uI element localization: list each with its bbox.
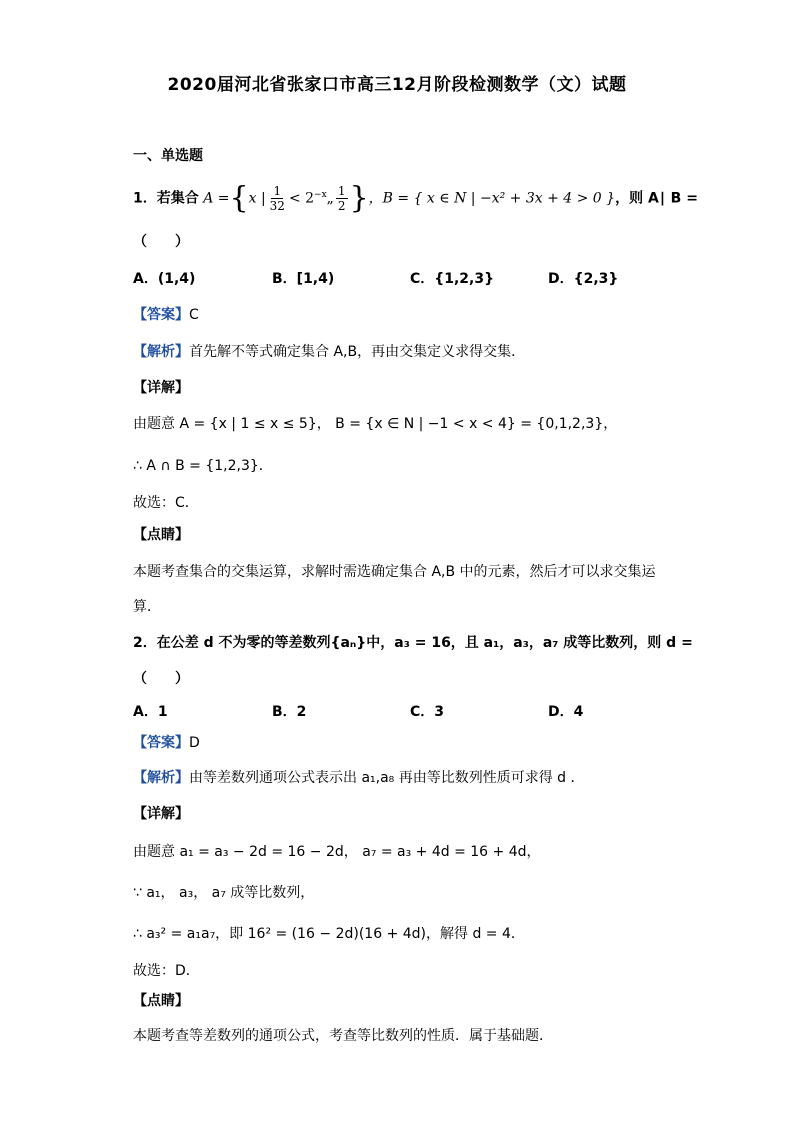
q1-option-d[interactable]: D．{2,3}: [548, 271, 619, 287]
question-1-stem: [133, 180, 698, 214]
q1-exponent: −x: [314, 190, 327, 200]
question-2-stem: 2．在公差 d 不为零的等差数列{aₙ}中，a₃ = 16，且 a₁，a₃，a₇ 成等比数列，则 d =: [133, 635, 693, 651]
q2-detail-line-4: 故选：D．: [133, 963, 200, 979]
q1-set-b: ，B = { x ∈ N | −x² + 3x + 4 > 0 }: [368, 190, 616, 207]
right-brace: }: [349, 180, 369, 216]
q2-detail-line-3: ∴ a₃² = a₁a₇，即 16² = (16 − 2d)(16 + 4d)，解得 d = 4．: [133, 926, 525, 942]
q1-fraction-1: $\frac{1}{32}$: [269, 184, 285, 214]
q2-detail-heading: 【详解】: [133, 806, 189, 822]
q1-comment-line-1: 本题考查集合的交集运算，求解时需选确定集合 A,B 中的元素，然后才可以求交集运: [133, 564, 656, 580]
q2-detail-line-1: 由题意 a₁ = a₃ − 2d = 16 − 2d， a₇ = a₃ + 4d = 16 + 4d，: [133, 844, 541, 860]
q1-option-b[interactable]: B．[1,4): [272, 271, 335, 287]
q1-comment-heading: 【点睛】: [133, 527, 189, 543]
q1-answer: 【答案】C: [133, 307, 199, 323]
q1-detail-line-3: 故选：C．: [133, 495, 199, 511]
q1-set-a-var: x |: [248, 190, 266, 207]
q1-comment-line-2: 算．: [133, 599, 161, 615]
q1-inequality: < 2: [288, 190, 315, 207]
q1-leq: „: [326, 190, 334, 207]
q1-detail-line-1: 由题意 A = {x | 1 ≤ x ≤ 5}， B = {x ∈ N | −1 < x < 4} = {0,1,2,3}，: [133, 416, 618, 432]
q2-detail-line-2: ∵ a₁， a₃， a₇ 成等比数列，: [133, 885, 315, 901]
q2-comment-heading: 【点睛】: [133, 993, 189, 1009]
q1-fraction-2: $\frac{1}{2}$: [337, 184, 346, 214]
q2-analysis: 【解析】由等差数列通项公式表示出 a₁,a₈ 再由等比数列性质可求得 d ．: [133, 770, 585, 786]
q1-option-c[interactable]: C．{1,2,3}: [410, 271, 495, 287]
q2-option-d[interactable]: D．4: [548, 704, 584, 720]
q1-set-a-label: A =: [203, 190, 230, 207]
left-brace: {: [229, 180, 249, 216]
q1-option-a[interactable]: A．(1,4): [133, 271, 196, 287]
q2-answer: 【答案】D: [133, 735, 200, 751]
page-title: 2020届河北省张家口市高三12月阶段检测数学（文）试题: [167, 75, 627, 95]
q2-option-a[interactable]: A．1: [133, 704, 168, 720]
q1-paren: （ ）: [133, 234, 189, 250]
q2-comment-line-1: 本题考查等差数列的通项公式，考查等比数列的性质．属于基础题．: [133, 1028, 553, 1044]
q1-detail-line-2: ∴ A ∩ B = {1,2,3}．: [133, 458, 273, 474]
q2-option-b[interactable]: B．2: [272, 704, 307, 720]
q1-analysis: 【解析】首先解不等式确定集合 A,B，再由交集定义求得交集．: [133, 344, 526, 360]
q2-paren: （ ）: [133, 671, 189, 687]
q1-detail-heading: 【详解】: [133, 380, 189, 396]
q1-number: 1．若集合: [133, 190, 199, 207]
section-heading: 一、单选题: [133, 148, 203, 164]
q2-option-c[interactable]: C．3: [410, 704, 445, 720]
q1-tail: ，则 A∣ B =: [615, 190, 698, 207]
